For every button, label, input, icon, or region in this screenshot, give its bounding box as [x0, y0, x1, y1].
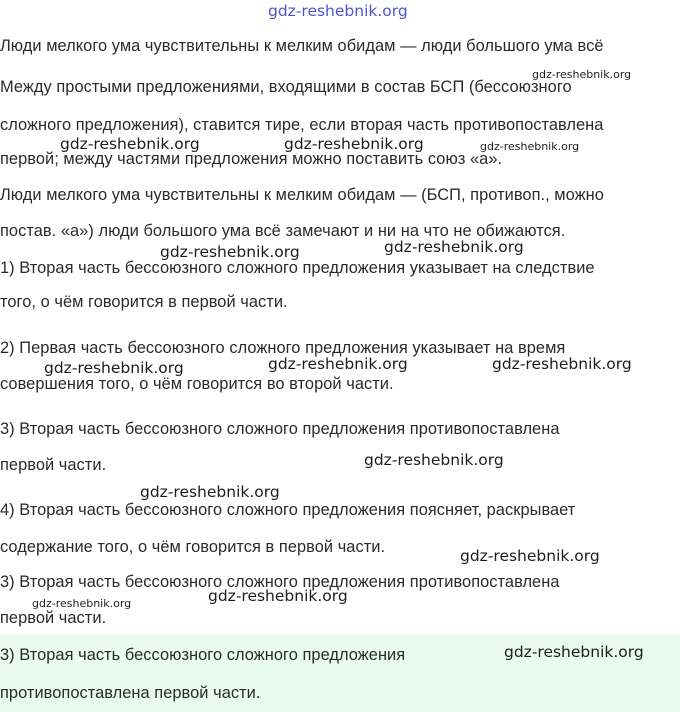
option-line: 1) Вторая часть бессоюзного сложного предложения указывает на следствие	[0, 259, 595, 277]
watermark: gdz-reshebnik.org	[284, 135, 424, 153]
watermark: gdz-reshebnik.org	[208, 587, 348, 605]
watermark: gdz-reshebnik.org	[44, 359, 184, 377]
option-line: первой части.	[0, 609, 107, 627]
option-line: совершения того, о чём говорится во второй части.	[0, 375, 394, 393]
explanation-line: Между простыми предложениями, входящими в состав БСП (бессоюзного	[0, 78, 572, 96]
option-line: 2) Первая часть бессоюзного сложного предложения указывает на время	[0, 339, 566, 357]
task-sentence: Люди мелкого ума чувствительны к мелким обидам — люди большого ума всё	[0, 37, 604, 55]
watermark: gdz-reshebnik.org	[492, 355, 632, 373]
watermark: gdz-reshebnik.org	[532, 68, 632, 81]
header-watermark: gdz-reshebnik.org	[268, 2, 408, 20]
watermark: gdz-reshebnik.org	[32, 597, 132, 610]
watermark: gdz-reshebnik.org	[480, 140, 580, 153]
explanation-line: Люди мелкого ума чувствительны к мелким обидам — (БСП, противоп., можно	[0, 186, 604, 204]
watermark: gdz-reshebnik.org	[504, 643, 644, 661]
explanation-line: постав. «а») люди большого ума всё замечают и ни на что не обижаются.	[0, 222, 566, 240]
watermark: gdz-reshebnik.org	[140, 483, 280, 501]
watermark: gdz-reshebnik.org	[60, 135, 200, 153]
option-line: первой части.	[0, 456, 107, 474]
option-line: содержание того, о чём говорится в первой части.	[0, 538, 386, 556]
answer-line: противопоставлена первой части.	[0, 684, 261, 702]
option-line: 4) Вторая часть бессоюзного сложного предложения поясняет, раскрывает	[0, 501, 576, 519]
option-line: 3) Вторая часть бессоюзного сложного предложения противопоставлена	[0, 573, 560, 591]
explanation-line: первой; между частями предложения можно поставить союз «а».	[0, 150, 503, 168]
watermark: gdz-reshebnik.org	[268, 355, 408, 373]
answer-line: 3) Вторая часть бессоюзного сложного предложения	[0, 646, 406, 664]
watermark: gdz-reshebnik.org	[364, 451, 504, 469]
explanation-line: сложного предложения), ставится тире, если вторая часть противопоставлена	[0, 116, 604, 134]
option-line: того, о чём говорится в первой части.	[0, 293, 288, 311]
option-line: 3) Вторая часть бессоюзного сложного предложения противопоставлена	[0, 420, 560, 438]
watermark: gdz-reshebnik.org	[460, 547, 600, 565]
watermark: gdz-reshebnik.org	[160, 243, 300, 261]
watermark: gdz-reshebnik.org	[384, 238, 524, 256]
